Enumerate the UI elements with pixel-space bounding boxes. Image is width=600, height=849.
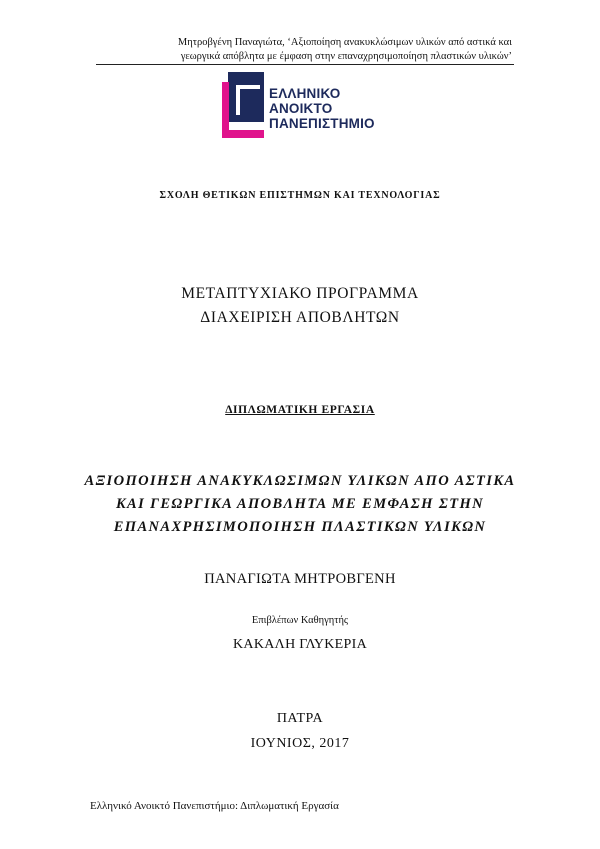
date: ΙΟΥΝΙΟΣ, 2017 <box>250 736 350 751</box>
eap-logo-icon <box>222 72 270 138</box>
program-line-2: ΔΙΑΧΕΙΡΙΣΗ ΑΠΟΒΛΗΤΩΝ <box>200 309 400 326</box>
title-line-2: ΚΑΙ ΓΕΩΡΓΙΚΑ ΑΠΟΒΛΗΤΑ ΜΕ ΕΜΦΑΣΗ ΣΤΗΝ <box>115 496 485 512</box>
running-header <box>96 36 512 64</box>
header-divider <box>96 64 514 65</box>
logo-wordmark <box>269 86 375 131</box>
logo-line-2: ΑΝΟΙΚΤΟ <box>269 101 333 116</box>
thesis-label: ΔΙΠΛΩΜΑΤΙΚΗ ΕΡΓΑΣΙΑ <box>225 404 375 416</box>
thesis-title <box>0 470 600 539</box>
title-line-3: ΕΠΑΝΑΧΡΗΣΙΜΟΠΟΙΗΣΗ ΠΛΑΣΤΙΚΩΝ ΥΛΙΚΩΝ <box>113 519 487 535</box>
title-line-1: ΑΞΙΟΠΟΙΗΣΗ ΑΝΑΚΥΚΛΩΣΙΜΩΝ ΥΛΙΚΩΝ ΑΠΟ ΑΣΤΙΚΑ <box>84 473 516 489</box>
author-name: ΠΑΝΑΓΙΩΤΑ ΜΗΤΡΟΒΓΕΝΗ <box>204 571 396 587</box>
supervisor-name: ΚΑΚΑΛΗ ΓΛΥΚΕΡΙΑ <box>233 637 367 652</box>
city: ΠΑΤΡΑ <box>276 711 324 726</box>
program-line-1: ΜΕΤΑΠΤΥΧΙΑΚΟ ΠΡΟΓΡΑΜΜΑ <box>181 285 419 302</box>
logo-line-3: ΠΑΝΕΠΙΣΤΗΜΙΟ <box>269 116 375 131</box>
header-line-2: γεωργικά απόβλητα με έμφαση στην επαναχρησιμοποίηση πλαστικών υλικών’ <box>180 51 512 62</box>
header-line-1: Μητροβγένη Παναγιώτα, ‘Αξιοποίηση ανακυκλώσιμων υλικών από αστικά και <box>177 37 512 48</box>
supervisor-label: Επιβλέπων Καθηγητής <box>251 615 349 626</box>
page-footer: Ελληνικό Ανοικτό Πανεπιστήμιο: Διπλωματική Εργασία <box>90 800 339 812</box>
university-logo <box>222 72 392 138</box>
logo-line-1: ΕΛΛΗΝΙΚΟ <box>269 86 341 101</box>
school-name: ΣΧΟΛΗ ΘΕΤΙΚΩΝ ΕΠΙΣΤΗΜΩΝ ΚΑΙ ΤΕΧΝΟΛΟΓΙΑΣ <box>159 190 441 201</box>
program-block <box>0 282 600 330</box>
